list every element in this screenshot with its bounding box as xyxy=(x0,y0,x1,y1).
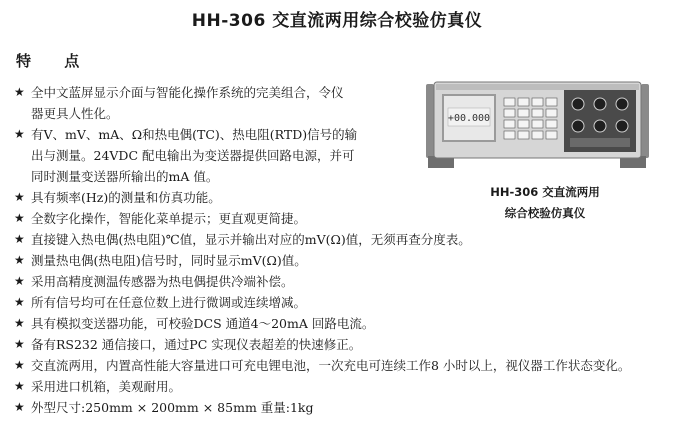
star-icon: ★ xyxy=(14,400,25,414)
feature-item xyxy=(14,376,630,397)
device-photo xyxy=(424,78,654,173)
feature-text: 备有RS232 通信接口，通过PC 实现仪表超差的快速修正。 xyxy=(31,337,362,352)
caption-line-2: 综合校验仿真仪 xyxy=(504,206,586,220)
star-icon: ★ xyxy=(14,274,25,288)
feature-text: 采用进口机箱，美观耐用。 xyxy=(31,379,182,394)
feature-text: 采用高精度测温传感器为热电偶提供冷端补偿。 xyxy=(31,274,294,289)
feature-text: 交直流两用，内置高性能大容量进口可充电锂电池，一次充电可连续工作8 小时以上，视仪器工作状态变化。 xyxy=(31,358,631,373)
feature-text: 全数字化操作，智能化菜单提示；更直观更简捷。 xyxy=(31,211,307,226)
star-icon: ★ xyxy=(14,316,25,330)
feature-item xyxy=(14,355,630,376)
star-icon: ★ xyxy=(14,127,25,141)
star-icon: ★ xyxy=(14,85,25,99)
feature-text: 同时测量变送器所输出的mA 值。 xyxy=(31,169,219,184)
feature-text: 外型尺寸:250mm × 200mm × 85mm 重量:1kg xyxy=(31,400,314,415)
star-icon: ★ xyxy=(14,190,25,204)
feature-item xyxy=(14,250,630,271)
feature-item xyxy=(14,292,630,313)
section-heading: 特 点 xyxy=(16,52,94,70)
caption-line-1: HH-306 交直流两用 xyxy=(490,185,600,199)
feature-text: 有V、mV、mA、Ω和热电偶(TC)、热电阻(RTD)信号的输 xyxy=(31,127,358,142)
feature-text: 直接键入热电偶(热电阻)℃值，显示并输出对应的mV(Ω)值，无须再查分度表。 xyxy=(31,232,471,247)
feature-text: 器更具人性化。 xyxy=(31,106,119,121)
star-icon: ★ xyxy=(14,295,25,309)
feature-text: 具有模拟变送器功能，可校验DCS 通道4～20mA 回路电流。 xyxy=(31,316,375,331)
feature-text: 全中文蓝屏显示介面与智能化操作系统的完美组合，令仪 xyxy=(31,85,344,100)
page-title: HH-306 交直流两用综合校验仿真仪 xyxy=(191,11,483,31)
feature-text: 具有频率(Hz)的测量和仿真功能。 xyxy=(31,190,221,205)
star-icon: ★ xyxy=(14,211,25,225)
device-caption xyxy=(470,182,620,224)
feature-item xyxy=(14,229,630,250)
feature-item xyxy=(14,334,630,355)
star-icon: ★ xyxy=(14,232,25,246)
feature-item xyxy=(14,313,630,334)
star-icon: ★ xyxy=(14,253,25,267)
feature-item xyxy=(14,397,630,418)
feature-text: 所有信号均可在任意位数上进行微调或连续增减。 xyxy=(31,295,307,310)
star-icon: ★ xyxy=(14,358,25,372)
star-icon: ★ xyxy=(14,337,25,351)
feature-item xyxy=(14,271,630,292)
feature-text: 出与测量。24VDC 配电输出为变送器提供回路电源，并可 xyxy=(31,148,355,163)
screen-reading: +00.000 xyxy=(447,113,491,124)
star-icon: ★ xyxy=(14,379,25,393)
feature-text: 测量热电偶(热电阻)信号时，同时显示mV(Ω)值。 xyxy=(31,253,307,268)
